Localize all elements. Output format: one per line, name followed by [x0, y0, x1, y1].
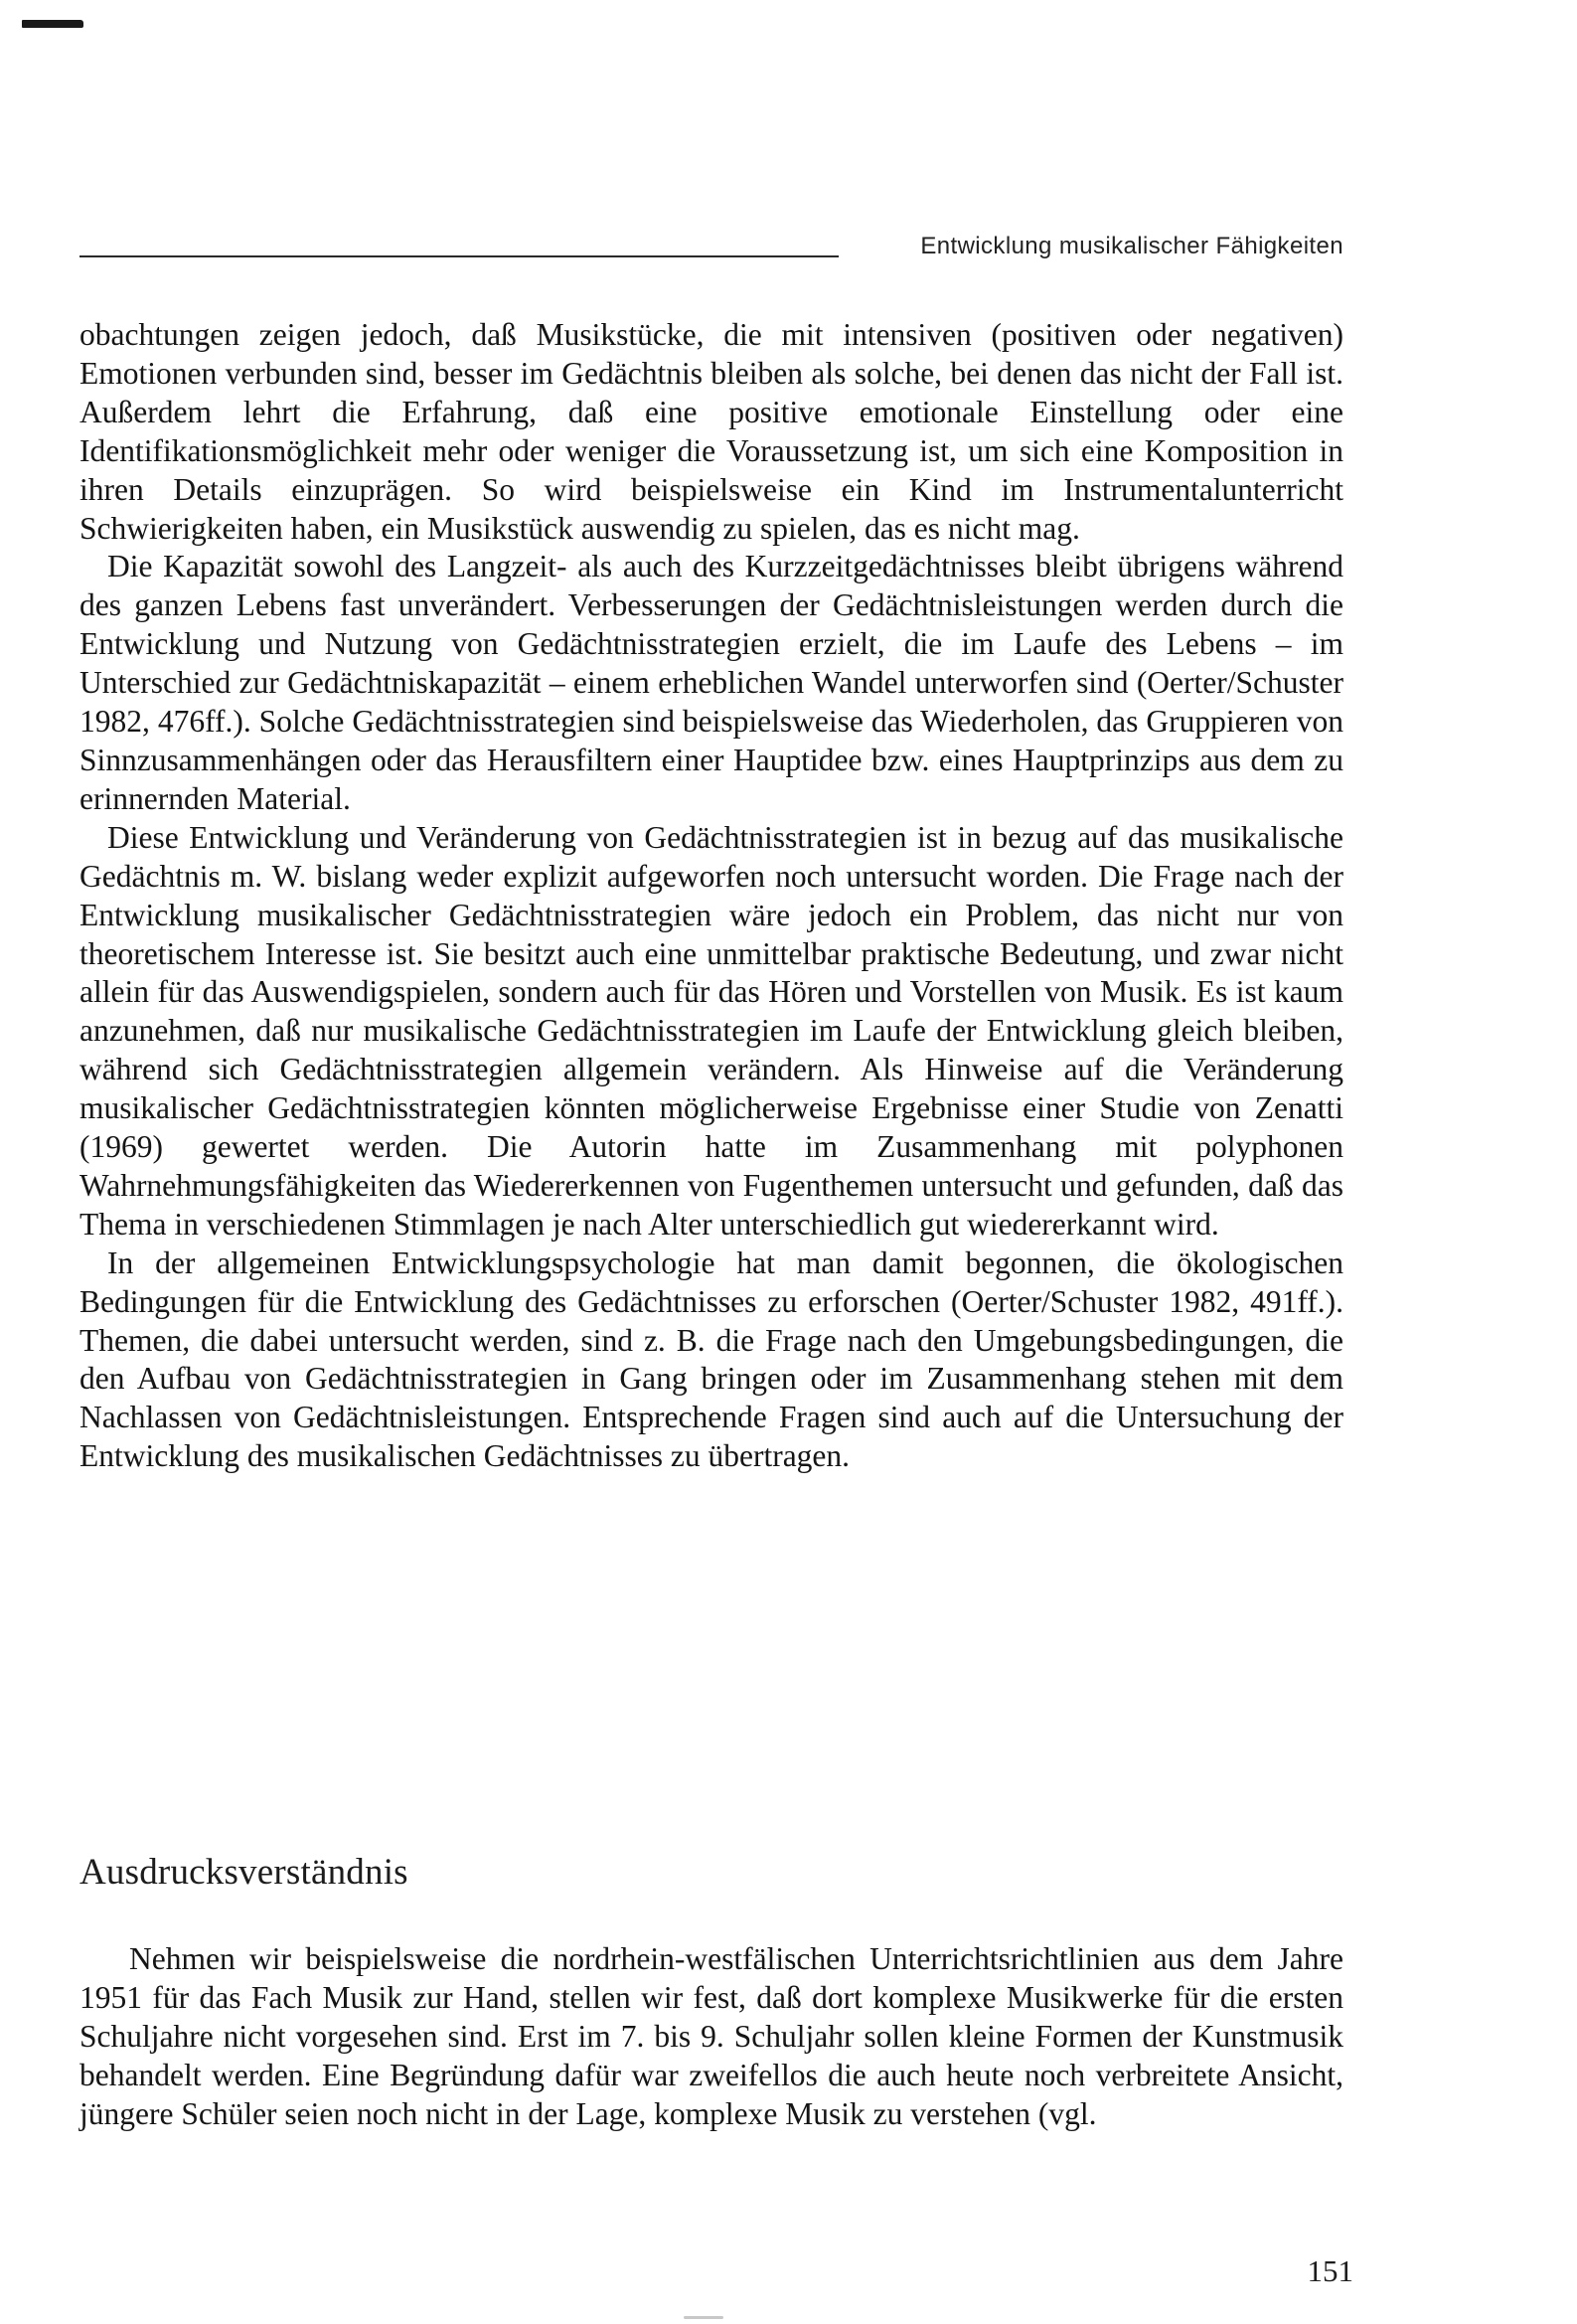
section-body [79, 1940, 1343, 2134]
scan-artifact-mark [22, 20, 83, 28]
paragraph: In der allgemeinen Entwicklungspsychologie hat man damit begonnen, die ökologischen Bedingungen für die Entwicklung des Gedächtnisses zu erforschen (Oerter/Schuster 1982, 491ff.). Themen, die dabei untersucht werden, sind z. B. die Frage nach den Umgebungsbedingungen, die den Aufbau von Gedächtnisstrategien in Gang bringen oder im Zusammenhang stehen mit dem Nachlassen von Gedächtnisleistungen. Entsprechende Fragen sind auch auf die Untersuchung der Entwicklung des musikalischen Gedächtnisses zu übertragen. [79, 1245, 1343, 1474]
running-title: Entwicklung musikalischer Fähigkeiten [920, 233, 1343, 259]
running-header [79, 225, 1343, 264]
body-text [79, 316, 1343, 1476]
page-number: 151 [1307, 2253, 1353, 2288]
section-heading: Ausdrucksverständnis [79, 1852, 408, 1893]
section-paragraph: Nehmen wir beispielsweise die nordrhein-westfälischen Unterrichtsrichtlinien aus dem Jahre 1951 für das Fach Musik zur Hand, stellen wir fest, daß dort komplexe Musikwerke für die ersten Schuljahre nicht vorgesehen sind. Erst im 7. bis 9. Schuljahr sollen kleine Formen der Kunstmusik behandelt werden. Eine Begründung dafür war zweifellos die auch heute noch verbreitete Ansicht, jüngere Schüler seien noch nicht in der Lage, komplexe Musik zu verstehen (vgl. [79, 1941, 1343, 2131]
paragraph: Die Kapazität sowohl des Langzeit- als auch des Kurzzeitgedächtnisses bleibt übrigens während des ganzen Lebens fast unverändert. Verbesserungen der Gedächtnisleistungen werden durch die Entwicklung und Nutzung von Gedächtnisstrategien erzielt, die im Laufe des Lebens – im Unterschied zur Gedächtniskapazität – einem erheblichen Wandel unterworfen sind (Oerter/Schuster 1982, 476ff.). Solche Gedächtnisstrategien sind beispielsweise das Wiederholen, das Gruppieren von Sinnzusammenhängen oder das Herausfiltern einer Hauptidee bzw. eines Hauptprinzips aus dem zu erinnernden Material. [79, 549, 1343, 816]
scan-artifact-speck [684, 2316, 723, 2319]
paragraph: obachtungen zeigen jedoch, daß Musikstücke, die mit intensiven (positiven oder negativen) Emotionen verbunden sind, besser im Gedächtnis bleiben als solche, bei denen das nicht der Fall ist. Außerdem lehrt die Erfahrung, daß eine positive emotionale Einstellung oder eine Identifikationsmöglichkeit mehr oder weniger die Voraussetzung ist, um sich eine Komposition in ihren Details einzuprägen. So wird beispielsweise ein Kind im Instrumentalunterricht Schwierigkeiten haben, ein Musikstück auswendig zu spielen, das es nicht mag. [79, 317, 1343, 546]
paragraph: Diese Entwicklung und Veränderung von Gedächtnisstrategien ist in bezug auf das musikalische Gedächtnis m. W. bislang weder explizit aufgeworfen noch untersucht worden. Die Frage nach der Entwicklung musikalischer Gedächtnisstrategien wäre jedoch ein Problem, das nicht nur von theoretischem Interesse ist. Sie besitzt auch eine unmittelbar praktische Bedeutung, und zwar nicht allein für das Auswendigspielen, sondern auch für das Hören und Vorstellen von Musik. Es ist kaum anzunehmen, daß nur musikalische Gedächtnisstrategien im Laufe der Entwicklung gleich bleiben, während sich Gedächtnisstrategien allgemein verändern. Als Hinweise auf die Veränderung musikalischer Gedächtnisstrategien könnten möglicherweise Ergebnisse einer Studie von Zenatti (1969) gewertet werden. Die Autorin hatte im Zusammenhang mit polyphonen Wahrnehmungsfähigkeiten das Wiedererkennen von Fugenthemen untersucht und gefunden, daß das Thema in verschiedenen Stimmlagen je nach Alter unterschiedlich gut wiedererkannt wird. [79, 819, 1343, 1242]
